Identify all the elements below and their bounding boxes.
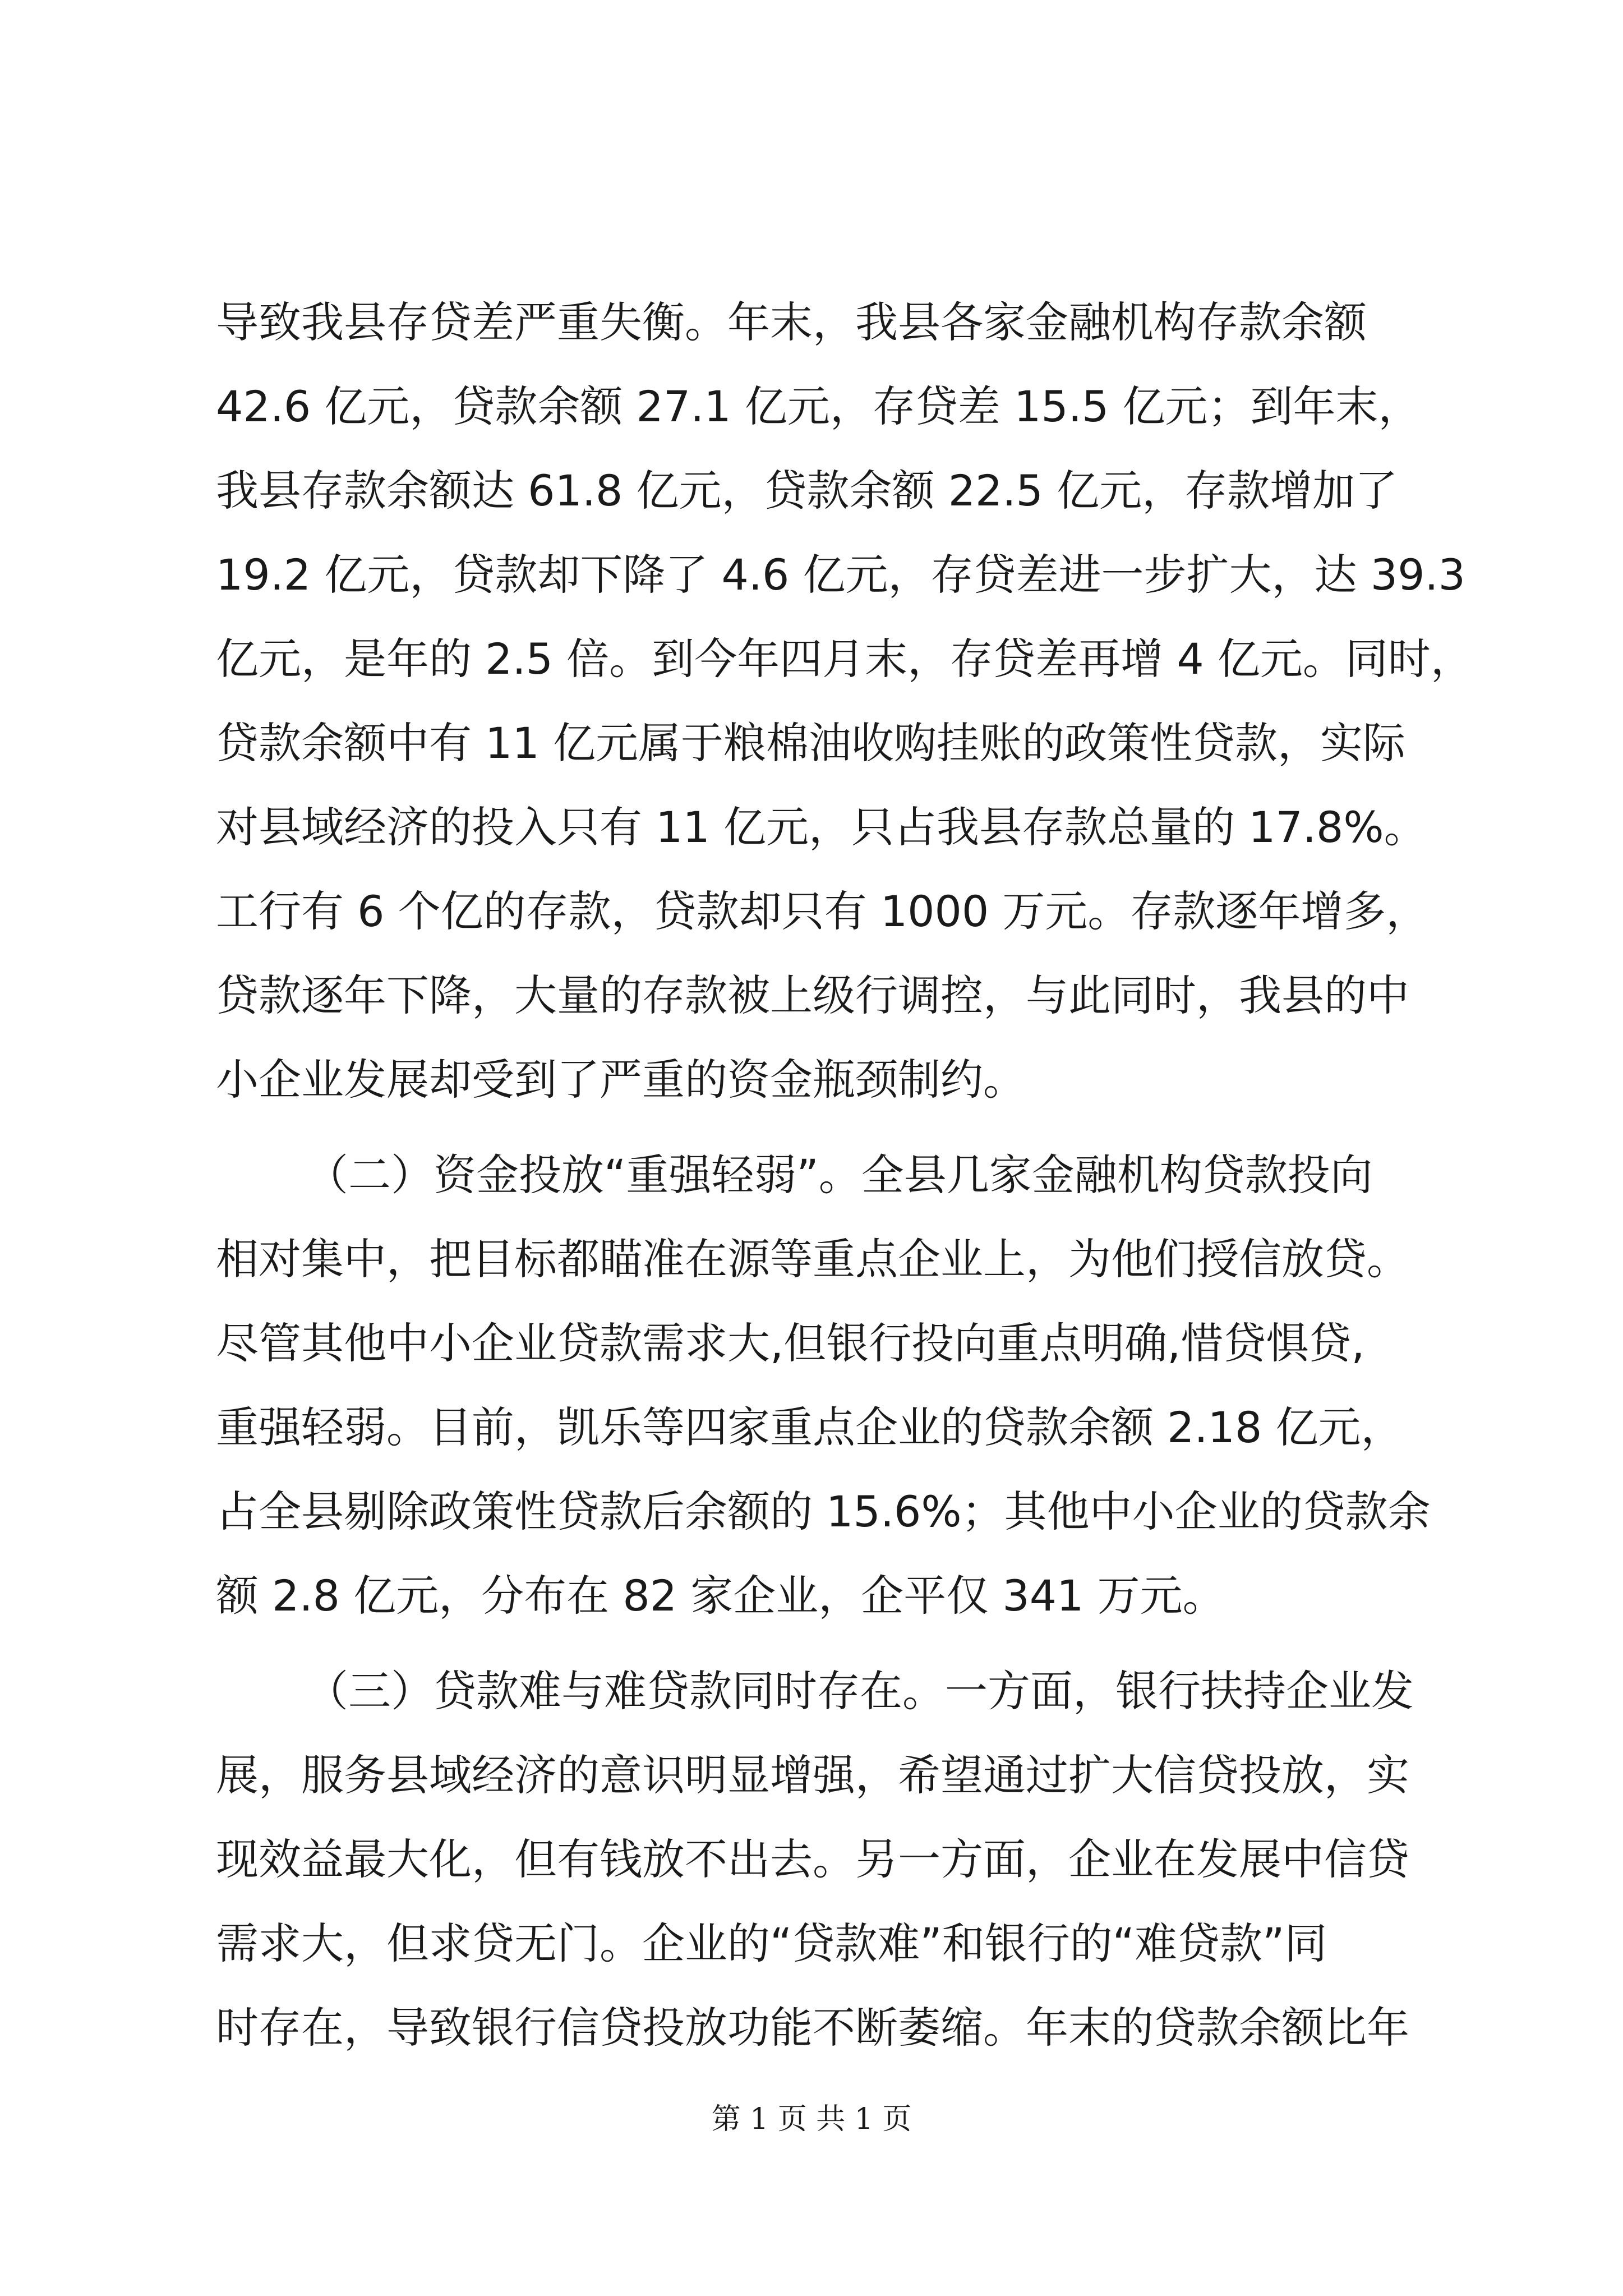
text-line: 小企业发展却受到了严重的资金瓶颈制约。 xyxy=(216,1055,1026,1105)
page-footer: 第 1 页 共 1 页 xyxy=(711,2102,912,2136)
text-line: 展，服务县域经济的意识明显增强，希望通过扩大信贷投放，实 xyxy=(216,1750,1409,1800)
text-line: 对县域经济的投入只有 11 亿元，只占我县存款总量的 17.8%。 xyxy=(216,802,1427,852)
text-line: 尽管其他中小企业贷款需求大,但银行投向重点明确,惜贷惧贷, xyxy=(216,1318,1365,1368)
text-line: 19.2 亿元，贷款却下降了 4.6 亿元，存贷差进一步扩大，达 39.3 xyxy=(216,550,1465,600)
text-line: 亿元，是年的 2.5 倍。到今年四月末，存贷差再增 4 亿元。同时， xyxy=(216,634,1473,684)
text-line: 现效益最大化，但有钱放不出去。另一方面，企业在发展中信贷 xyxy=(216,1834,1409,1884)
text-line: 相对集中，把目标都瞄准在源等重点企业上，为他们授信放贷。 xyxy=(216,1234,1409,1284)
text-line: 我县存款余额达 61.8 亿元，贷款余额 22.5 亿元，存款增加了 xyxy=(216,466,1398,516)
paragraph-gap xyxy=(216,1638,1450,1649)
paragraph-gap xyxy=(216,1122,1450,1133)
text-line: 42.6 亿元，贷款余额 27.1 亿元，存贷差 15.5 亿元；到年末， xyxy=(216,381,1421,431)
text-line: 贷款逐年下降，大量的存款被上级行调控，与此同时，我县的中 xyxy=(216,970,1409,1020)
text-line: 额 2.8 亿元，分布在 82 家企业，企平仅 341 万元。 xyxy=(216,1571,1225,1621)
text-line: 时存在，导致银行信贷投放功能不断萎缩。年末的贷款余额比年 xyxy=(216,2003,1409,2053)
paragraph-heading-line: （二）资金投放“重强轻弱”。全县几家金融机构贷款投向 xyxy=(306,1150,1373,1200)
document-body xyxy=(216,280,1473,2070)
text-line: 需求大，但求贷无门。企业的“贷款难”和银行的“难贷款”同 xyxy=(216,1918,1327,1968)
text-line: 工行有 6 个亿的存款，贷款却只有 1000 万元。存款逐年增多， xyxy=(216,886,1429,936)
text-line: 占全县剔除政策性贷款后余额的 15.6%；其他中小企业的贷款余 xyxy=(216,1487,1431,1536)
paragraph-heading-line: （三）贷款难与难贷款同时存在。一方面，银行扶持企业发 xyxy=(306,1666,1414,1716)
text-line: 重强轻弱。目前，凯乐等四家重点企业的贷款余额 2.18 亿元， xyxy=(216,1402,1404,1452)
text-line: 贷款余额中有 11 亿元属于粮棉油收购挂账的政策性贷款，实际 xyxy=(216,718,1406,768)
text-line: 导致我县存贷差严重失衡。年末，我县各家金融机构存款余额 xyxy=(216,297,1367,347)
